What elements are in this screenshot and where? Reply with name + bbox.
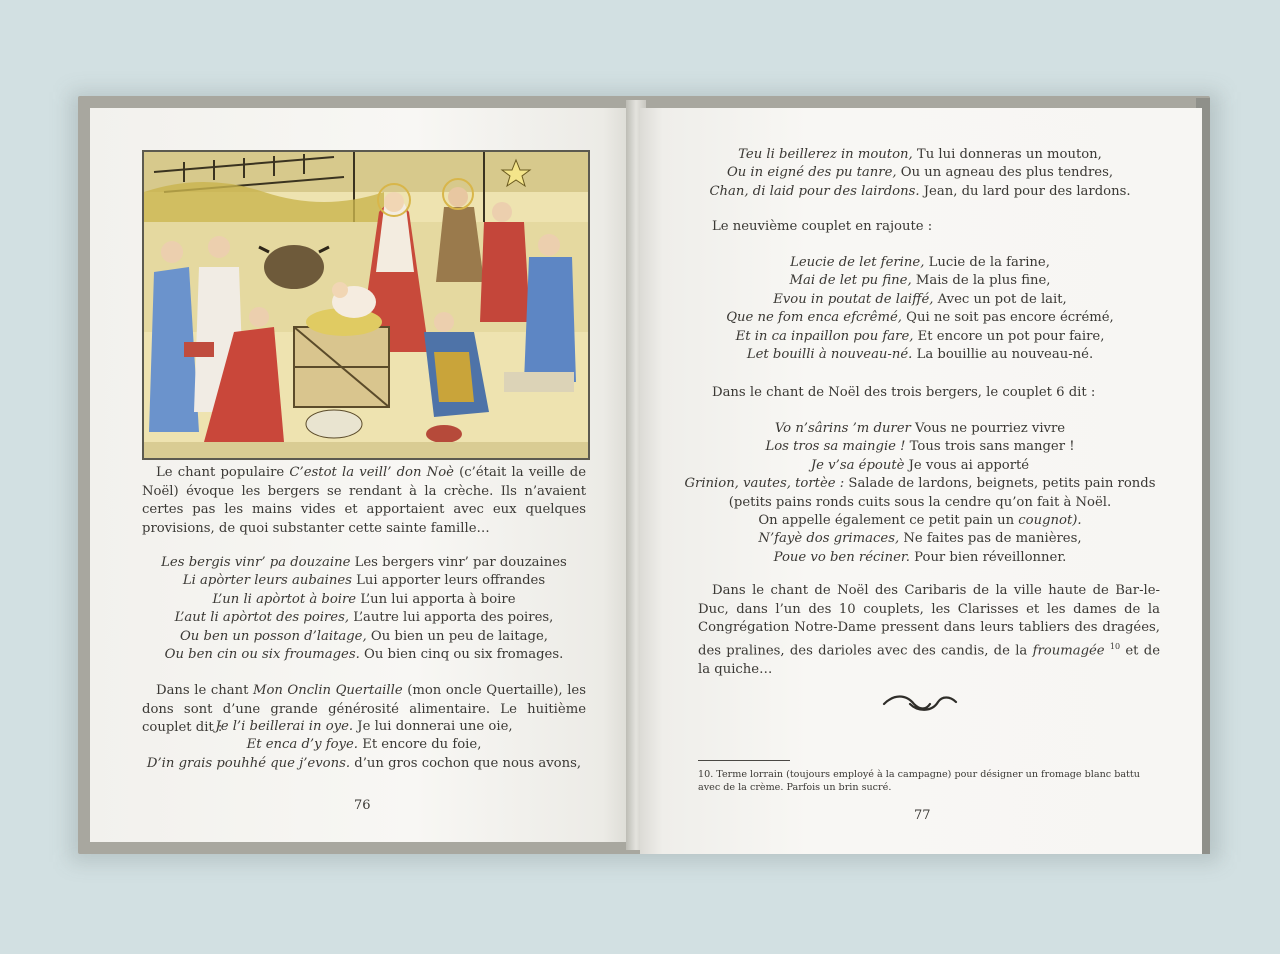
verse-line: Et in ca inpaillon pou fare, Et encore un pot pour faire, [735,328,1105,344]
footnote-ref[interactable]: 10 [1109,641,1121,651]
song-title-veille: C’estot la veill’ don Noè [289,465,454,480]
verse-quertaille [142,718,586,773]
nativity-engraving-icon [144,152,588,458]
verse-farine [680,254,1160,364]
verse-line: Mai de let pu fine, Mais de la plus fine, [789,273,1051,289]
verse-line: Let bouilli à nouveau-né. La bouillie au nouveau-né. [746,347,1094,363]
intro-text-after: (c’était la veille de Noël) évoque les bergers se rendant à la crèche. Ils n’avaient certes pas les mains vides et apportaient avec eux quelques provisions, de quoi substanter cette sainte famille… [142,465,586,536]
verse-line: On appelle également ce petit pain un cougnot). [758,513,1082,529]
verse-line: Teu li beillerez in mouton, Tu lui donneras un mouton, [738,147,1102,162]
verse-line: Los tros sa maingie ! Tous trois sans manger ! [765,439,1075,455]
verse-line: Je v’sa époutè Je vous ai apporté [810,457,1030,473]
intro-paragraph [142,464,586,538]
verse-line: Vo n’sârins ’m durer Vous ne pourriez vivre [774,421,1066,436]
para2-text-before: Dans le chant [156,683,253,698]
page-number-right: 77 [914,808,931,823]
para2-text-after: (mon oncle Quertaille), les dons sont d’une grande générosité alimentaire. Le huitième couplet dit : [142,683,586,736]
verse-line: Je l’i beillerai in oye. Je lui donnerai une oie, [215,719,513,734]
verse-line: Grinion, vautes, tortèe : Salade de lardons, beignets, petits pain ronds [684,476,1156,492]
intro-text-before: Le chant populaire [156,465,290,480]
verse-line: Que ne fom enca efcrêmé, Qui ne soit pas encore écrémé, [726,310,1114,326]
verse-bergers [142,554,586,664]
verse-line: Et enca d’y foye. Et encore du foie, [246,737,482,753]
neuvieme-paragraph: Le neuvième couplet en rajoute : [712,219,933,234]
footnote-10: 10. Terme lorrain (toujours employé à la campagne) pour désigner un fromage blanc battu avec de la crème. Parfois un brin sucré. [698,769,1140,793]
verse-mouton [680,146,1160,201]
song-title-quertaille: Mon Onclin Quertaille [252,683,403,698]
verse-line: Ou ben un posson d’laitage, Ou bien un peu de laitage, [180,628,548,644]
verse-line: N’fayè dos grimaces, Ne faites pas de manières, [758,531,1082,547]
verse-line: D’in grais pouhhé que j’evons. d’un gros cochon que nous avons, [146,755,582,771]
verse-trois-bergers [680,420,1160,567]
caribaris-paragraph: Dans le chant de Noël des Caribaris de la ville haute de Bar-le-Duc, dans l’un des 10 couplets, les Clarisses et les dames de la Congrégation Notre-Dame pressent dans leurs tabliers des dragées, des pralines, des darioles avec des candis, de la froumagée $^{10}$ et de la quiche… [698,583,1160,677]
swash-ornament-icon [880,694,960,714]
verse-line: Evou in poutat de laiffé, Avec un pot de lait, [773,291,1067,307]
verse-line: Les bergis vinr’ pa douzaine Les bergers vinr’ par douzaines [161,555,567,570]
nativity-illustration [142,150,590,460]
term-froumagee: froumagée [1032,643,1105,659]
verse-line: L’un li apòrtot à boire L’un lui apporta à boire [212,591,516,607]
trois-bergers-paragraph: Dans le chant de Noël des trois bergers, le couplet 6 dit : [712,385,1096,400]
verse-line: Chan, di laid pour des lairdons. Jean, du lard pour des lardons. [709,183,1131,199]
verse-line: (petits pains ronds cuits sous la cendre qu’on fait à Noël. [728,494,1112,510]
left-page [90,108,630,842]
verse-line: Li apòrter leurs aubaines Lui apporter leurs offrandes [182,573,546,589]
footnote-rule [698,760,790,761]
verse-line: L’aut li apòrtot des poires, L’autre lui apporta des poires, [174,610,554,626]
verse-line: Poue vo ben réciner. Pour bien réveillonner. [773,549,1067,565]
verse-line: Leucie de let ferine, Lucie de la farine, [790,255,1050,270]
page-number-left: 76 [354,798,371,813]
right-page [640,108,1202,854]
verse-line: Ou in eigné des pu tanre, Ou un agneau des plus tendres, [726,165,1114,181]
verse-line: Ou ben cin ou six froumages. Ou bien cinq ou six fromages. [164,647,564,663]
